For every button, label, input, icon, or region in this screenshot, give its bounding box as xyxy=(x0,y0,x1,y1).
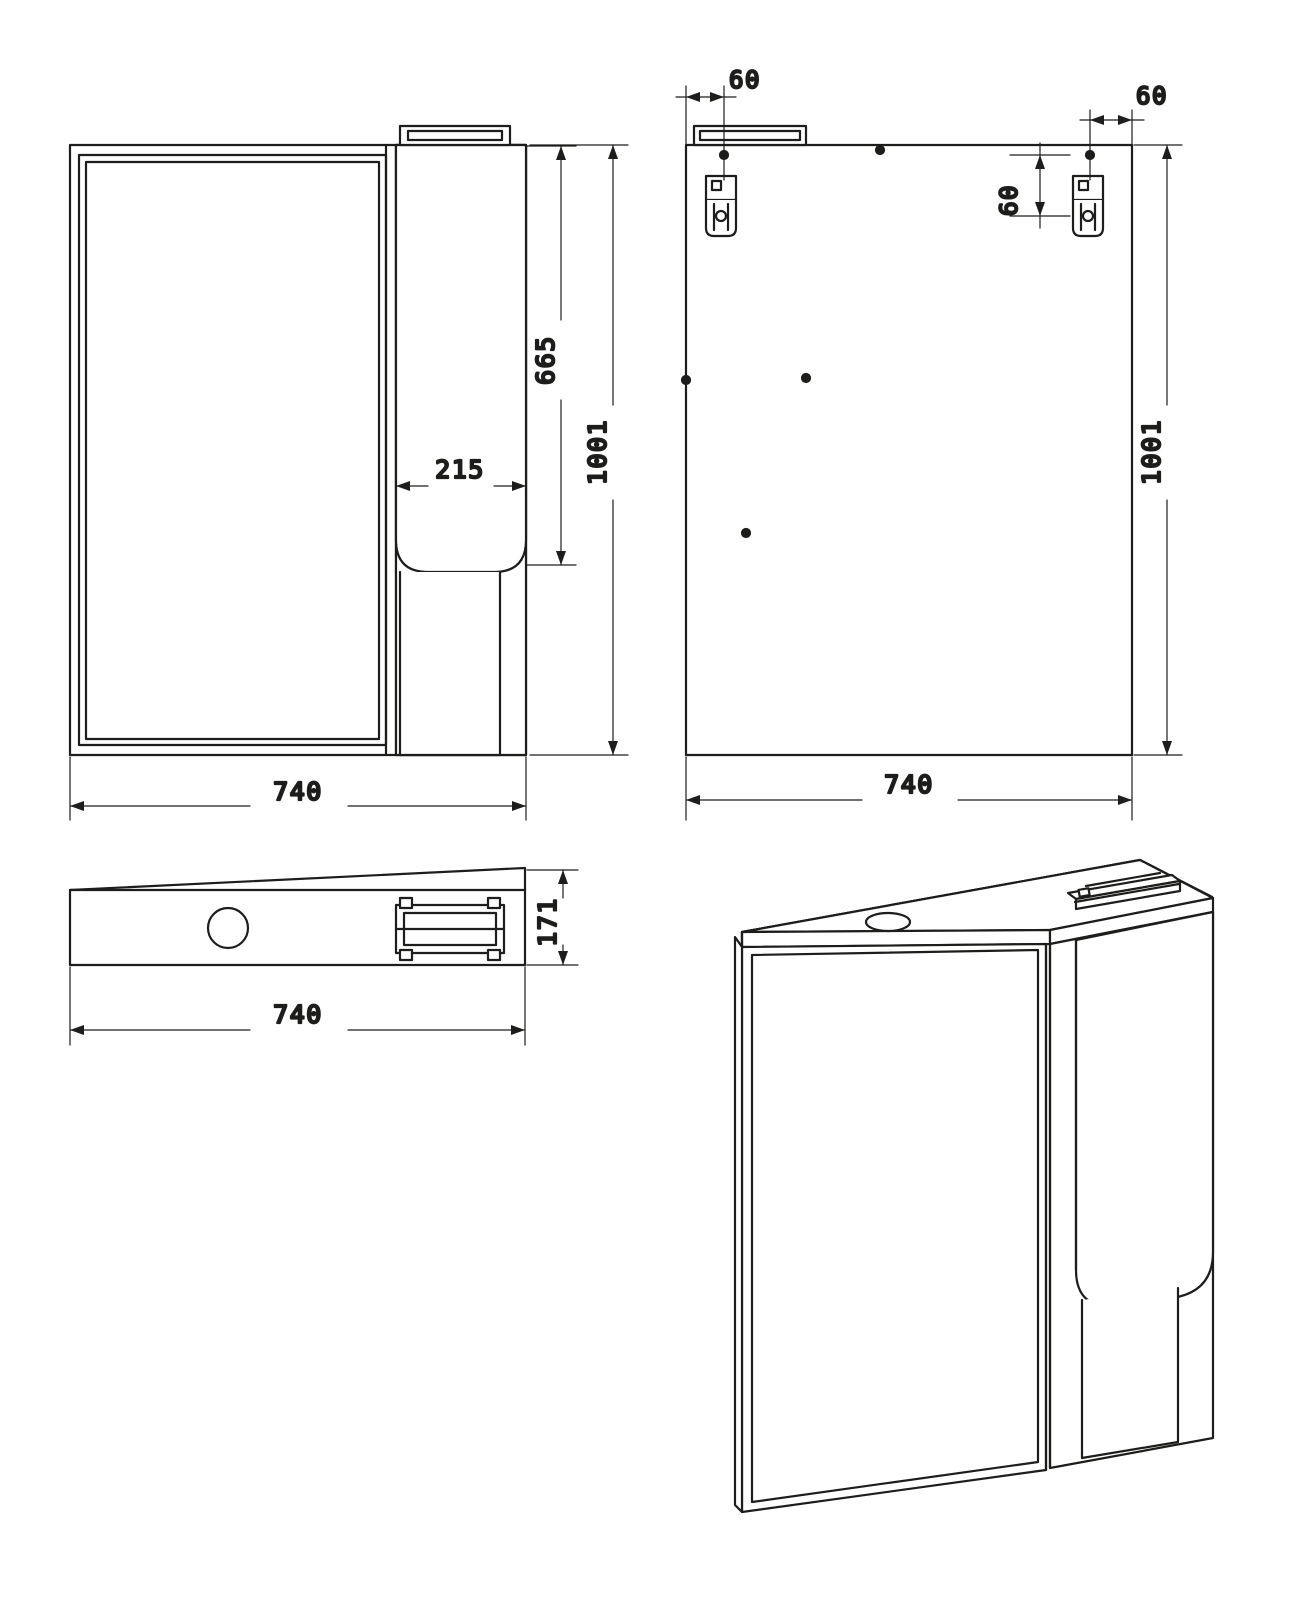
rear-bracket-left xyxy=(706,176,736,236)
dim-label-60-vertical: 60 xyxy=(995,184,1023,216)
dim-label-665: 665 xyxy=(531,335,560,385)
dim-label-60-left: 60 xyxy=(729,66,761,94)
dim-label-1001-rear: 1001 xyxy=(1137,418,1166,486)
dim-label-740-rear: 740 xyxy=(884,770,934,799)
dim-label-171: 171 xyxy=(533,897,562,947)
rear-view xyxy=(682,126,1132,755)
dim-label-215: 215 xyxy=(435,455,485,484)
dim-front-total-height xyxy=(530,145,628,755)
dim-label-1001-front: 1001 xyxy=(583,418,612,486)
dim-label-740-front: 740 xyxy=(273,777,323,806)
front-view xyxy=(70,126,526,755)
top-view xyxy=(70,868,525,965)
isometric-view xyxy=(735,860,1213,1512)
dim-label-60-right: 60 xyxy=(1136,82,1168,110)
dim-label-740-top: 740 xyxy=(273,1000,323,1029)
rear-bracket-right xyxy=(1073,176,1103,236)
